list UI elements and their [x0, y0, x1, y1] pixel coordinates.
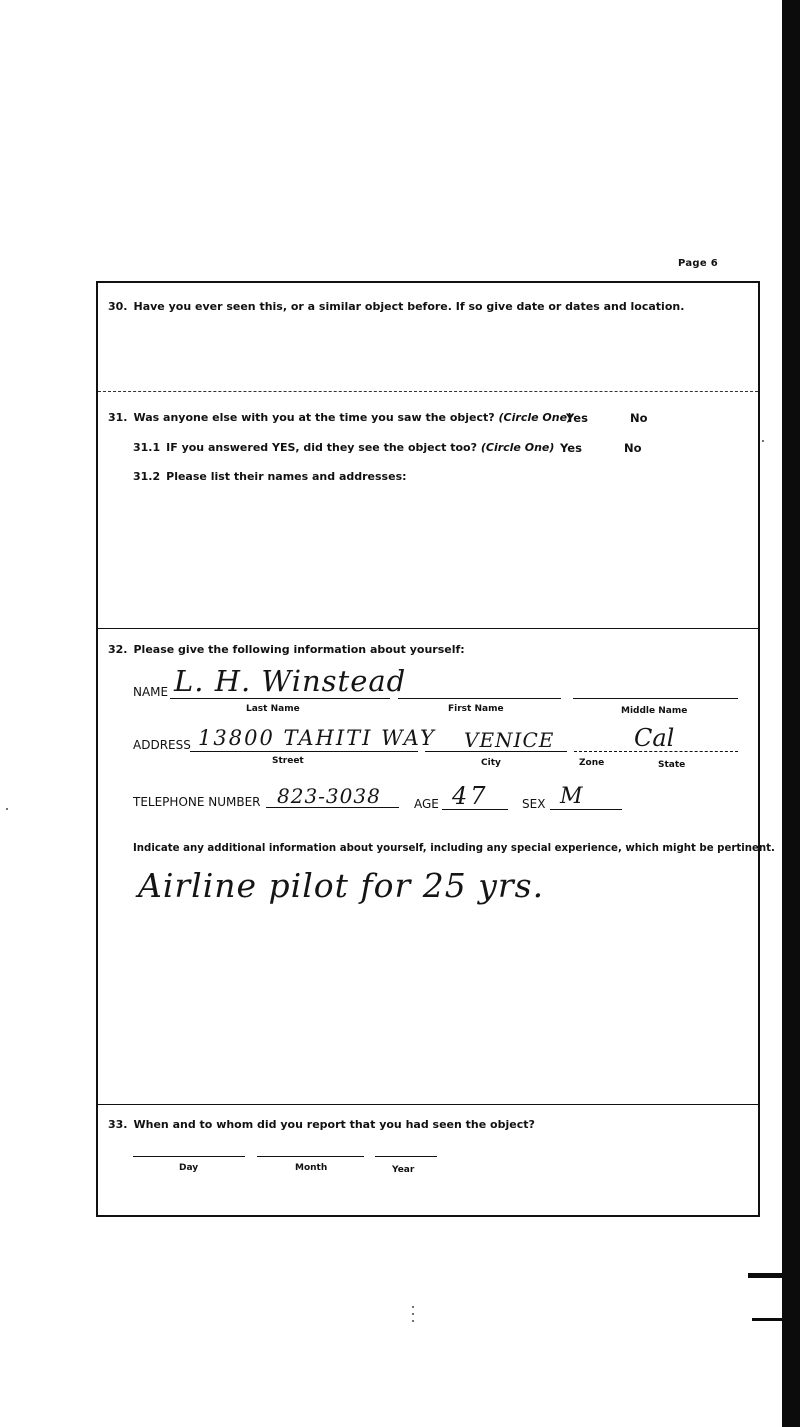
question-31-1: [133, 441, 554, 454]
scan-edge-notch: [752, 1318, 782, 1321]
page-number: Page 6: [678, 258, 718, 269]
no-option[interactable]: No: [630, 411, 648, 425]
question-number: 32.: [108, 643, 128, 656]
day-label: Day: [179, 1163, 199, 1173]
name-handwritten: L. H. Winstead: [174, 664, 407, 698]
zone-label: Zone: [579, 758, 605, 768]
age-label: AGE: [414, 797, 439, 811]
question-text: IF you answered YES, did they see the object too?: [166, 441, 477, 454]
scan-speck: [6, 808, 8, 810]
street-handwritten: 13800 TAHITI WAY: [198, 726, 436, 750]
street-label: Street: [272, 756, 304, 766]
telephone-line[interactable]: [266, 807, 399, 808]
scan-speck: [412, 1313, 414, 1315]
month-line[interactable]: [257, 1156, 364, 1157]
scan-speck: [762, 440, 764, 442]
state-line[interactable]: [624, 751, 738, 752]
sex-line[interactable]: [550, 809, 622, 810]
section-divider: [98, 391, 758, 392]
last-name-label: Last Name: [246, 704, 300, 714]
question-number: 30.: [108, 300, 128, 313]
first-name-line[interactable]: [398, 698, 561, 699]
circle-one-instruction: (Circle One): [498, 411, 573, 424]
additional-info-prompt: Indicate any additional information about yourself, including any special experience, which might be pertinent.: [133, 843, 775, 854]
city-line[interactable]: [425, 751, 567, 752]
scan-speck: [412, 1306, 414, 1308]
age-line[interactable]: [442, 809, 508, 810]
section-divider: [98, 1104, 758, 1105]
year-label: Year: [392, 1165, 415, 1175]
city-label: City: [481, 758, 501, 768]
state-handwritten: Cal: [634, 724, 675, 752]
sex-handwritten: M: [560, 784, 583, 809]
section-divider: [98, 628, 758, 629]
city-handwritten: VENICE: [464, 728, 555, 752]
no-option[interactable]: No: [624, 441, 642, 455]
question-text: When and to whom did you report that you had seen the object?: [133, 1118, 535, 1131]
question-30: [108, 300, 684, 313]
street-line[interactable]: [190, 751, 418, 752]
yes-option[interactable]: Yes: [566, 411, 588, 425]
day-line[interactable]: [133, 1156, 245, 1157]
age-handwritten: 47: [452, 782, 489, 810]
address-label: ADDRESS: [133, 738, 191, 752]
additional-info-handwritten: Airline pilot for 25 yrs.: [138, 866, 545, 905]
middle-name-line[interactable]: [573, 698, 738, 699]
middle-name-label: Middle Name: [621, 706, 688, 716]
circle-one-instruction: (Circle One): [480, 441, 555, 454]
yes-option[interactable]: Yes: [560, 441, 582, 455]
scan-edge-bar: [782, 0, 800, 1427]
first-name-label: First Name: [448, 704, 504, 714]
question-number: 33.: [108, 1118, 128, 1131]
question-32: [108, 643, 465, 656]
question-text: Please list their names and addresses:: [166, 470, 407, 483]
question-31: [108, 411, 572, 424]
question-text: Have you ever seen this, or a similar object before. If so give date or dates and location.: [133, 300, 685, 313]
question-number: 31.2: [133, 470, 161, 483]
question-text: Please give the following information about yourself:: [133, 643, 465, 656]
question-number: 31.1: [133, 441, 161, 454]
telephone-handwritten: 823-3038: [277, 784, 381, 808]
question-33: [108, 1118, 535, 1131]
question-number: 31.: [108, 411, 128, 424]
telephone-label: TELEPHONE NUMBER: [133, 795, 261, 809]
scan-speck: [412, 1320, 414, 1322]
year-line[interactable]: [375, 1156, 437, 1157]
question-text: Was anyone else with you at the time you saw the object?: [133, 411, 495, 424]
zone-line[interactable]: [574, 751, 622, 752]
sex-label: SEX: [522, 797, 546, 811]
name-label: NAME: [133, 685, 169, 699]
month-label: Month: [295, 1163, 328, 1173]
state-label: State: [658, 760, 686, 770]
question-31-2: [133, 470, 407, 483]
scan-edge-notch: [748, 1273, 782, 1278]
last-name-line[interactable]: [170, 698, 390, 699]
